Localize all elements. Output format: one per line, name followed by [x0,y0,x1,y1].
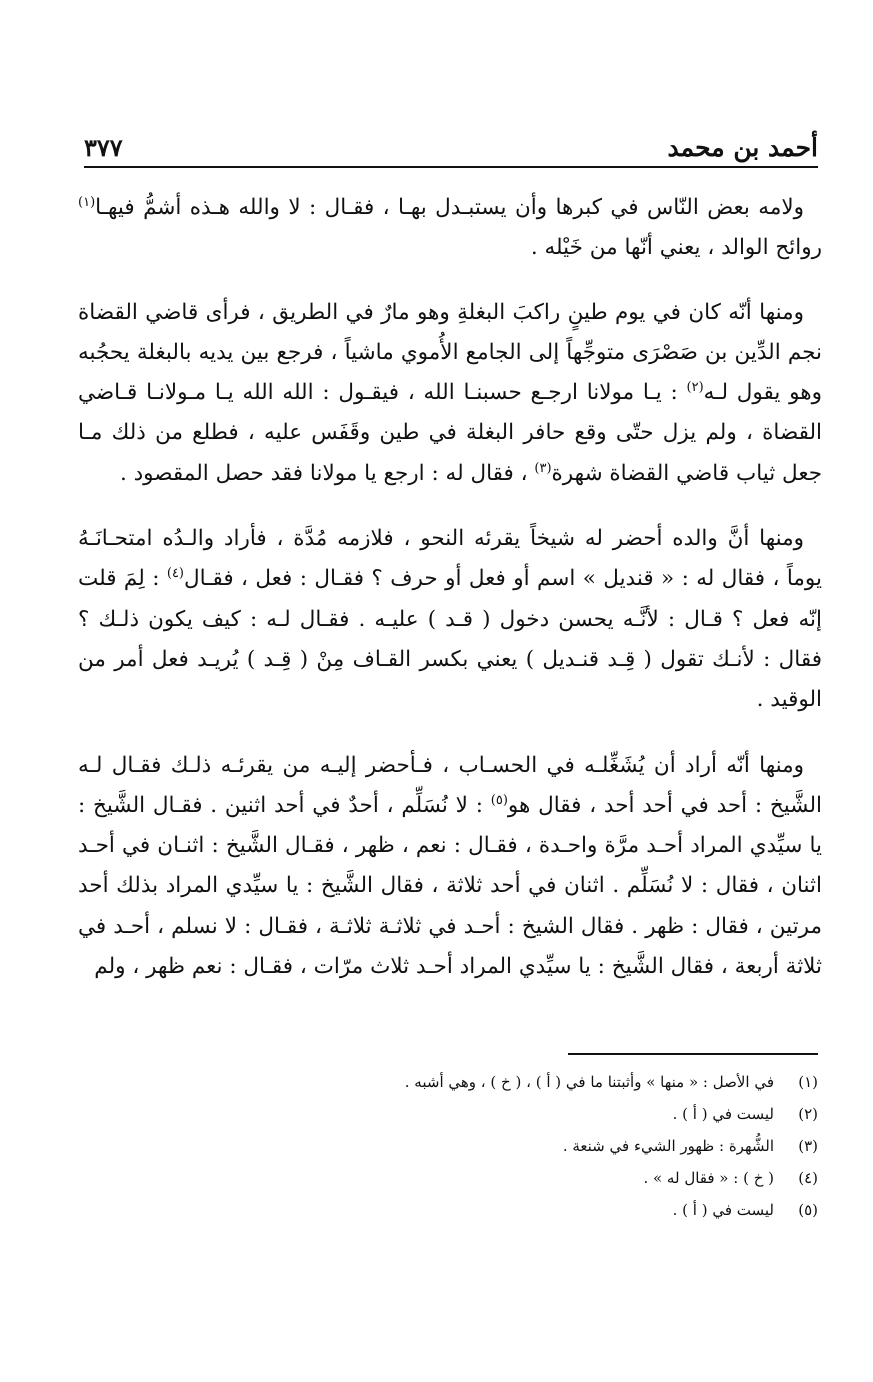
footnote-number: (٢) [798,1105,818,1123]
footnote-ref: (٤) [166,566,184,582]
footnote-ref: (٢) [686,380,704,396]
footnote [300,1194,818,1226]
paragraph-text: ومنها أنّه أراد أن يُشَغِّلـه في الحسـاب ، فـأحضر إليـه من يقرئـه ذلـك فقـال لـه الشَّيخ : أحد في أحد أحد ، فقال هو [78,752,822,818]
paragraph-3 [78,519,822,720]
main-text [78,188,822,1012]
footnote-number: (٣) [798,1137,818,1155]
running-title: أحمد بن محمد [667,133,818,162]
footnote-text: ليست في ( أ ) . [672,1201,774,1219]
footnote-number: (٥) [798,1201,818,1219]
footnote [300,1130,818,1162]
footnotes [300,1066,818,1226]
footnote-number: (١) [798,1073,818,1091]
footnote-number: (٤) [798,1169,818,1187]
footnote-text: ( خ ) : « فقال له » . [643,1169,774,1187]
paragraph-text: : لِمَ قلت إنّه فعل ؟ قـال : لأنَّـه يحسن دخول ( قـد ) عليـه . فقـال لـه : كيف يكون ذلـك ؟ فقال : لأنـك تقول ( قِـد قنـديل ) يعني بكسر القـاف مِنْ ( قِـد ) يُريـد فعل أمر من الوقيد . [78,566,822,713]
paragraph-text: ، فقال له : ارجع يا مولانا فقد حصل المقصود . [119,460,535,486]
paragraph-1 [78,188,822,269]
footnote-separator [568,1053,818,1055]
footnote-text: الشُّهرة : ظهور الشيء في شنعة . [562,1137,774,1155]
paragraph-text: ومنها أنّه كان في يوم طينٍ راكبَ البغلةِ وهو مارٌ في الطريق ، فرأى قاضي القضاة نجم الدِّين بن صَصْرَى متوجِّهاً إلى الجامع الأُموي ماشياً ، فرجع بين يديه بالبغلة يحجُبه وهو يقول لـه [78,299,822,406]
paragraph-text: ومنها أنَّ والده أحضر له شيخاً يقرئه النحو ، فلازمه مُدَّة ، فأراد والـدُه امتحـانَـهُ يوماً ، فقال له : « قنديل » اسم أو فعل أو حرف ؟ فقـال : فعل ، فقـال [78,526,822,592]
paragraph-2 [78,293,822,494]
paragraph-4 [78,746,822,988]
footnote-text: ليست في ( أ ) . [672,1105,774,1123]
footnote [300,1162,818,1194]
footnote [300,1098,818,1130]
footnote-ref: (١) [78,194,96,210]
footnote [300,1066,818,1098]
footnote-text: في الأصل : « منها » وأثبتنا ما في ( أ ) ، ( خ ) ، وهي أشبه . [404,1073,774,1091]
paragraph-text: : لا نُسَلِّم ، أحدٌ في أحد اثنين . فقـال الشَّيخ : يا سيِّدي المراد أحـد مرَّة واحـدة ، فقـال : نعم ، ظهر ، فقـال الشَّيخ : اثنـان في أحـد اثنان ، فقال : لا نُسَلِّم . اثنان في أحد ثلاثة ، فقال الشَّيخ : يا سيِّدي المراد بذلك أحد مرتين ، فقال : ظهر . فقال الشيخ : أحـد في ثلاثـة ثلاثـة ، فقـال : لا نسلم ، أحـد في ثلاثة أربعة ، فقال الشَّيخ : يا سيِّدي المراد أحـد ثلاث مرّات ، فقـال : نعم ظهر ، ولم [78,792,822,980]
paragraph-text: : يـا مولانا ارجـع حسبنـا الله ، فيقـول : الله الله يـا مـولانـا قـاضي القضاة ، ولم يزل حتّى وقع حافر البغلة في طين وقَفَس عليه ، فطلع من ذلك مـا جعل ثياب قاضي القضاة شهرة [78,380,822,486]
footnote-ref: (٥) [490,792,508,808]
page-number: ٣٧٧ [84,133,123,162]
paragraph-text: روائح الوالد ، يعني أنّها من خَيْله . [530,235,822,261]
footnote-ref: (٣) [534,460,552,476]
paragraph-text: ولامه بعض النّاس في كبرها وأن يستبـدل بهـا ، فقـال : لا والله هـذه أشمُّ فيهـا [95,195,804,220]
running-header [84,126,818,168]
